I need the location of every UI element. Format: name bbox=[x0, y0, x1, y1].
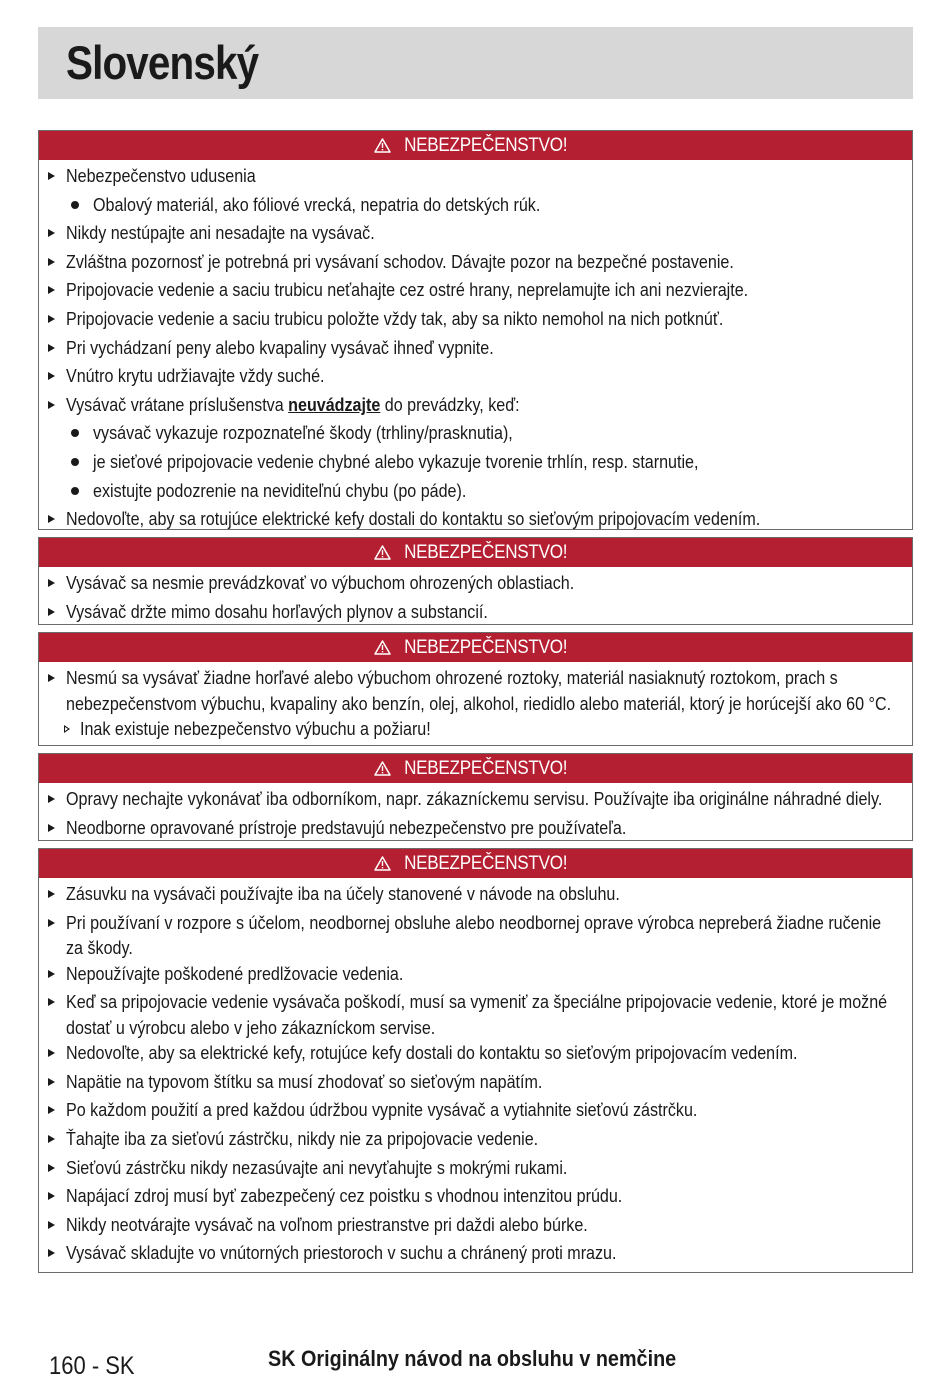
arrow-bullet-icon bbox=[48, 795, 55, 803]
danger-box-4 bbox=[38, 753, 913, 841]
list-item bbox=[39, 420, 912, 449]
emphasis-word: neuvádzajte bbox=[288, 393, 381, 415]
list-item-text: Neodborne opravované prístroje predstavujú nebezpečenstvo pre používateľa. bbox=[66, 816, 627, 838]
danger-header bbox=[39, 538, 912, 567]
section-header bbox=[38, 27, 913, 99]
list-item bbox=[39, 306, 912, 335]
list-item bbox=[39, 910, 912, 961]
danger-header bbox=[39, 131, 912, 160]
list-item-text: Pripojovacie vedenie a saciu trubicu neťahajte cez ostré hrany, neprelamujte ich ani nezvierajte. bbox=[66, 279, 749, 301]
list-item-text: Zásuvku na vysávači používajte iba na účely stanovené v návode na obsluhu. bbox=[66, 883, 620, 904]
arrow-bullet-icon bbox=[48, 286, 55, 294]
warning-triangle-icon bbox=[374, 761, 391, 776]
arrow-bullet-icon bbox=[48, 344, 55, 352]
arrow-bullet-icon bbox=[48, 970, 55, 978]
warning-triangle-icon bbox=[374, 138, 391, 153]
list-item bbox=[39, 1126, 912, 1155]
list-item bbox=[39, 192, 912, 221]
warning-triangle-icon bbox=[374, 640, 391, 655]
arrow-bullet-icon bbox=[48, 919, 55, 927]
dot-bullet-icon bbox=[71, 458, 79, 466]
list-item bbox=[39, 815, 912, 844]
list-item-text: existujte podozrenie na neviditeľnú chybu (po páde). bbox=[93, 479, 467, 501]
arrow-bullet-icon bbox=[48, 172, 55, 180]
list-item bbox=[39, 1183, 912, 1212]
arrow-bullet-icon bbox=[48, 1078, 55, 1086]
list-item bbox=[39, 570, 912, 599]
list-item bbox=[39, 335, 912, 364]
danger-box-3 bbox=[38, 632, 913, 746]
arrow-bullet-icon bbox=[48, 998, 55, 1006]
arrow-bullet-icon bbox=[48, 401, 55, 409]
arrow-bullet-icon bbox=[48, 579, 55, 587]
list-item-text: Nebezpečenstvo udusenia bbox=[66, 165, 256, 186]
danger-header bbox=[39, 849, 912, 878]
list-item bbox=[39, 249, 912, 278]
arrow-bullet-icon bbox=[48, 1049, 55, 1057]
list-item-text: Vysávač držte mimo dosahu horľavých plynov a substancií. bbox=[66, 600, 488, 622]
arrow-bullet-icon bbox=[48, 515, 55, 523]
arrow-bullet-icon bbox=[48, 372, 55, 380]
danger-header bbox=[39, 633, 912, 662]
list-item bbox=[39, 599, 912, 628]
list-item bbox=[39, 1212, 912, 1241]
list-item-text: Napájací zdroj musí byť zabezpečený cez poistku s vhodnou intenzitou prúdu. bbox=[66, 1185, 623, 1207]
arrow-bullet-icon bbox=[48, 674, 55, 682]
dot-bullet-icon bbox=[71, 429, 79, 437]
list-item bbox=[39, 478, 912, 507]
arrow-bullet-icon bbox=[48, 1221, 55, 1229]
list-item-text: Nedovoľte, aby sa elektrické kefy, rotujúce kefy dostali do kontaktu so sieťovým pripojovacím vedením. bbox=[66, 1042, 798, 1064]
list-item-text: Nedovoľte, aby sa rotujúce elektrické kefy dostali do kontaktu so sieťovým pripojovacím vedením. bbox=[66, 508, 761, 530]
dot-bullet-icon bbox=[71, 487, 79, 495]
danger-box-1 bbox=[38, 130, 913, 530]
list-item-text: Nikdy neotvárajte vysávač na voľnom priestranstve pri daždi alebo búrke. bbox=[66, 1213, 588, 1235]
list-item bbox=[39, 665, 912, 716]
arrow-bullet-icon bbox=[48, 1192, 55, 1200]
list-item-text: Opravy nechajte vykonávať iba odborníkom, napr. zákazníckemu servisu. Používajte iba originálne náhradné diely. bbox=[66, 788, 883, 809]
list-item bbox=[39, 1069, 912, 1098]
list-item-text: vysávač vykazuje rozpoznateľné škody (trhliny/prasknutia), bbox=[93, 422, 513, 444]
list-item-text: Vysávač skladujte vo vnútorných priestoroch v suchu a chránený proti mrazu. bbox=[66, 1242, 617, 1264]
list-item-text: Po každom použití a pred každou údržbou vypnite vysávač a vytiahnite sieťovú zástrčku. bbox=[66, 1099, 698, 1121]
arrow-bullet-icon bbox=[48, 1135, 55, 1143]
list-item-text: Vysávač sa nesmie prevádzkovať vo výbuchom ohrozených oblastiach. bbox=[66, 572, 575, 593]
list-item-text: Nesmú sa vysávať žiadne horľavé alebo výbuchom ohrozené roztoky, materiál nasiaknutý roztokom, prach s nebezpečenstvom výbuchu, kvapaliny ako benzín, olej, alkohol, riedidlo alebo materiál, ktorý je horúcejší ako 60 °C. bbox=[66, 667, 892, 714]
list-item bbox=[39, 163, 912, 192]
list-item-text: Pri používaní v rozpore s účelom, neodbornej obsluhe alebo neodbornej oprave výrobca nepreberá žiadne ručenie za škody. bbox=[66, 911, 882, 959]
list-item-text: Vnútro krytu udržiavajte vždy suché. bbox=[66, 365, 325, 387]
list-item-text: je sieťové pripojovacie vedenie chybné alebo vykazuje tvorenie trhlín, resp. starnutie, bbox=[93, 450, 699, 472]
list-item-text: Pripojovacie vedenie a saciu trubicu položte vždy tak, aby sa nikto nemohol na nich potknúť. bbox=[66, 307, 724, 329]
list-item-text: Nikdy nestúpajte ani nesadajte na vysávač. bbox=[66, 222, 375, 244]
danger-header bbox=[39, 754, 912, 783]
danger-label: NEBEZPEČENSTVO! bbox=[404, 134, 568, 156]
list-item bbox=[39, 220, 912, 249]
list-item bbox=[39, 1155, 912, 1184]
arrow-bullet-icon bbox=[48, 229, 55, 237]
arrow-bullet-icon bbox=[48, 258, 55, 266]
list-item-text: Keď sa pripojovacie vedenie vysávača poškodí, musí sa vymeniť za špeciálne pripojovacie vedenie, ktoré je možné dostať u výrobcu alebo v jeho zákazníckom servise. bbox=[66, 991, 888, 1038]
danger-box-5 bbox=[38, 848, 913, 1273]
list-item bbox=[39, 1040, 912, 1069]
list-item bbox=[39, 1240, 912, 1269]
list-item bbox=[39, 716, 912, 745]
warning-triangle-icon bbox=[374, 545, 391, 560]
page-number: 160 - SK bbox=[49, 1352, 135, 1380]
list-item-text: Obalový materiál, ako fóliové vrecká, nepatria do detských rúk. bbox=[93, 193, 541, 215]
danger-box-2 bbox=[38, 537, 913, 625]
warning-triangle-icon bbox=[374, 856, 391, 871]
list-item bbox=[39, 1097, 912, 1126]
hollow-arrow-bullet-icon bbox=[64, 725, 70, 733]
page-title: Slovenský bbox=[66, 36, 259, 89]
list-item bbox=[39, 506, 912, 535]
danger-label: NEBEZPEČENSTVO! bbox=[404, 757, 568, 779]
list-item-text: Inak existuje nebezpečenstvo výbuchu a požiaru! bbox=[80, 718, 431, 739]
list-item-text: Nepoužívajte poškodené predlžovacie vedenia. bbox=[66, 962, 404, 984]
list-item bbox=[39, 363, 912, 392]
arrow-bullet-icon bbox=[48, 1106, 55, 1114]
danger-label: NEBEZPEČENSTVO! bbox=[404, 636, 568, 658]
list-item-text: Zvláštna pozornosť je potrebná pri vysávaní schodov. Dávajte pozor na bezpečné postavenie. bbox=[66, 250, 734, 272]
arrow-bullet-icon bbox=[48, 315, 55, 323]
list-item bbox=[39, 881, 912, 910]
list-item-text: Napätie na typovom štítku sa musí zhodovať so sieťovým napätím. bbox=[66, 1070, 543, 1092]
list-item bbox=[39, 392, 912, 421]
danger-label: NEBEZPEČENSTVO! bbox=[404, 852, 568, 874]
arrow-bullet-icon bbox=[48, 608, 55, 616]
arrow-bullet-icon bbox=[48, 1164, 55, 1172]
list-item-text: Vysávač vrátane príslušenstva neuvádzajte do prevádzky, keď: bbox=[66, 393, 520, 415]
list-item bbox=[39, 786, 912, 815]
list-item bbox=[39, 989, 912, 1040]
danger-label: NEBEZPEČENSTVO! bbox=[404, 541, 568, 563]
arrow-bullet-icon bbox=[48, 890, 55, 898]
list-item bbox=[39, 277, 912, 306]
list-item-text: Ťahajte iba za sieťovú zástrčku, nikdy nie za pripojovacie vedenie. bbox=[66, 1127, 539, 1149]
arrow-bullet-icon bbox=[48, 824, 55, 832]
arrow-bullet-icon bbox=[48, 1249, 55, 1257]
list-item-text: Pri vychádzaní peny alebo kvapaliny vysávač ihneď vypnite. bbox=[66, 336, 494, 358]
list-item bbox=[39, 449, 912, 478]
list-item-text: Sieťovú zástrčku nikdy nezasúvajte ani nevyťahujte s mokrými rukami. bbox=[66, 1156, 568, 1178]
list-item bbox=[39, 961, 912, 990]
dot-bullet-icon bbox=[71, 201, 79, 209]
footer-title: SK Originálny návod na obsluhu v nemčine bbox=[268, 1346, 677, 1371]
